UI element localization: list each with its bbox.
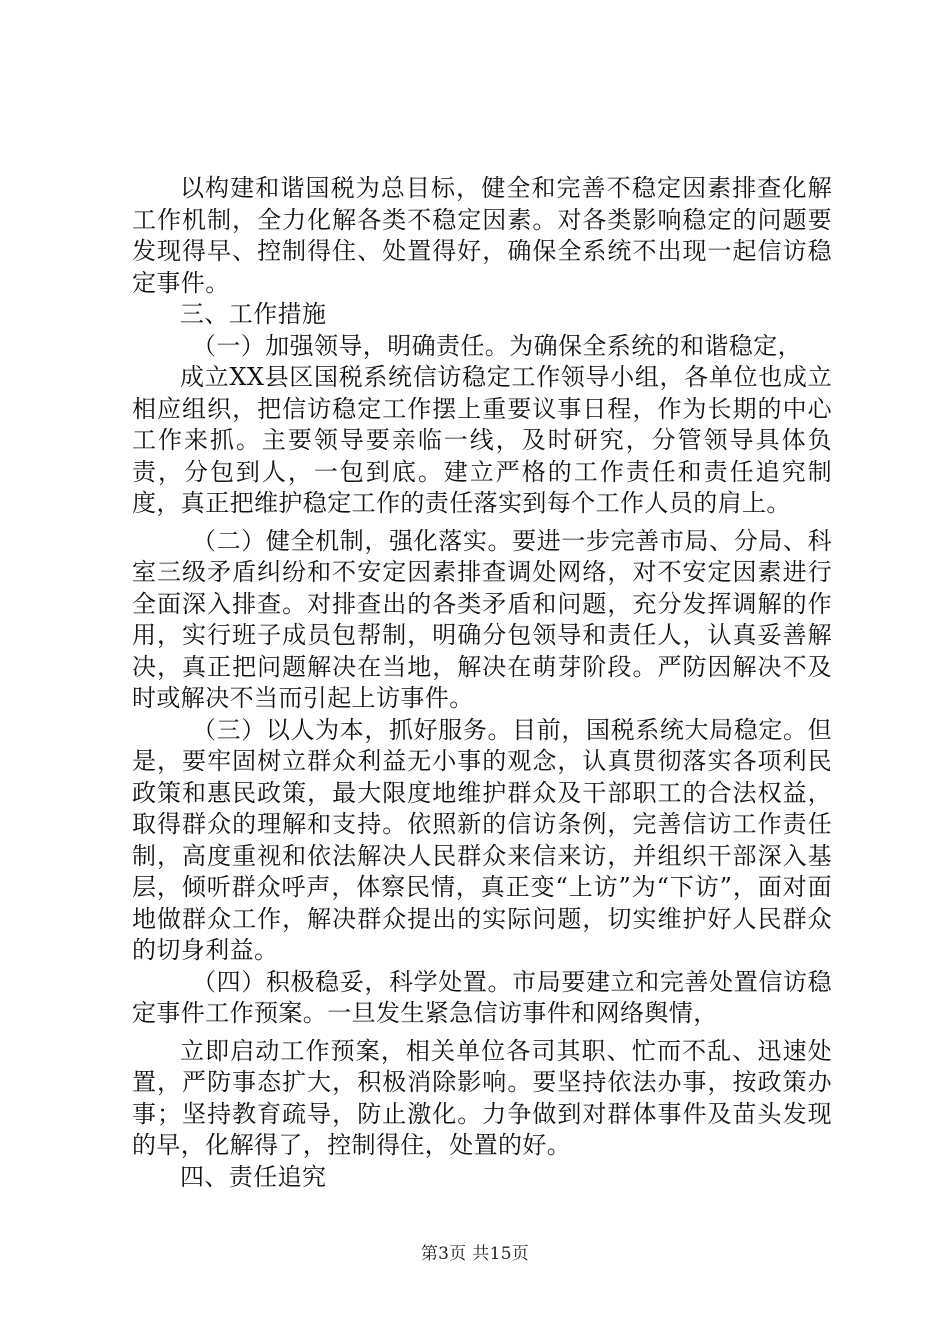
paragraph-disposal: （四）积极稳妥，科学处置。市局要建立和完善处置信访稳定事件工作预案。一旦发生紧急信访事件和网络舆情，	[132, 967, 832, 1027]
paragraph-goal: 以构建和谐国税为总目标，健全和完善不稳定因素排查化解工作机制，全力化解各类不稳定因素。对各类影响稳定的问题要发现得早、控制得住、处置得好，确保全系统不出现一起信访稳定事件。	[132, 174, 832, 297]
paragraph-emergency-plan: 立即启动工作预案，相关单位各司其职、忙而不乱、迅速处置，严防事态扩大，积极消除影响。要坚持依法办事，按政策办事；坚持教育疏导，防止激化。力争做到对群体事件及苗头发现的早，化解得了，控制得住，处置的好。	[132, 1036, 832, 1159]
section-heading-accountability: 四、责任追究	[180, 1162, 327, 1191]
paragraph-mechanism: （二）健全机制，强化落实。要进一步完善市局、分局、科室三级矛盾纠纷和不安定因素排查调处网络，对不安定因素进行全面深入排查。对排查出的各类矛盾和问题，充分发挥调解的作用，实行班子成员包帮制，明确分包领导和责任人，认真妥善解决，真正把问题解决在当地，解决在萌芽阶段。严防因解决不及时或解决不当而引起上访事件。	[132, 526, 832, 712]
section-heading-measures: 三、工作措施	[180, 300, 327, 328]
document-body	[132, 173, 832, 1193]
paragraph-leadership-group: 成立XX县区国税系统信访稳定工作领导小组，各单位也成立相应组织，把信访稳定工作摆上重要议事日程，作为长期的中心工作来抓。主要领导要亲临一线，及时研究，分管领导具体负责，分包到人，一包到底。建立严格的工作责任和责任追究制度，真正把维护稳定工作的责任落实到每个工作人员的肩上。	[132, 363, 832, 517]
paragraph-service: （三）以人为本，抓好服务。目前，国税系统大局稳定。但是，要牢固树立群众利益无小事的观念，认真贯彻落实各项利民政策和惠民政策，最大限度地维护群众及干部职工的合法权益，取得群众的理解和支持。依照新的信访条例，完善信访工作责任制，高度重视和依法解决人民群众来信来访，并组织干部深入基层，倾听群众呼声，体察民情，真正变“上访”为“下访”，面对面地做群众工作，解决群众提出的实际问题，切实维护好人民群众的切身利益。	[132, 715, 832, 964]
page-number-footer: 第3页 共15页	[420, 1244, 530, 1264]
subsection-heading-leadership: （一）加强领导，明确责任。为确保全系统的和谐稳定，	[192, 331, 802, 360]
